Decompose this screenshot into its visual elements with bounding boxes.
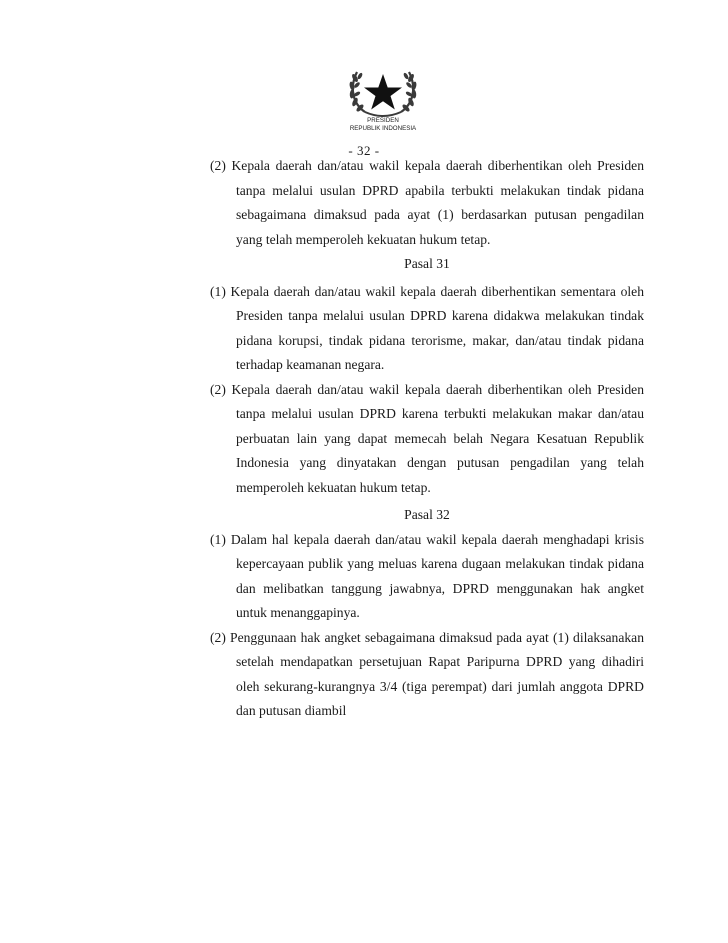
paragraph-p1: (2) Kepala daerah dan/atau wakil kepala daerah diberhentikan oleh Presiden tanpa melalui usulan DPRD apabila terbukti melakukan tindak pidana sebagaimana dimaksud pada ayat (1) berdasarkan putusan pengadilan yang telah memperoleh kekuatan hukum tetap. xyxy=(210,158,644,247)
emblem-line2: REPUBLIK INDONESIA xyxy=(349,125,417,132)
paragraph-p5: (2) Penggunaan hak angket sebagaimana dimaksud pada ayat (1) dilaksanakan setelah mendapatkan persetujuan Rapat Paripurna DPRD yang dihadiri oleh sekurang-kurangnya 3/4 (tiga perempat) dari jumlah anggota DPRD dan putusan diambil xyxy=(210,629,644,718)
paragraph-p2: (1) Kepala daerah dan/atau wakil kepala daerah diberhentikan sementara oleh Presiden tanpa melalui usulan DPRD karena didakwa melakukan tindak pidana korupsi, tindak pidana terorisme, makar, dan/atau tindak pidana terhadap keamanan negara. xyxy=(210,283,644,372)
presiden-emblem xyxy=(335,56,431,138)
document-body xyxy=(210,154,644,724)
pasal-heading-32: Pasal 32 xyxy=(404,507,450,522)
pasal-heading-31: Pasal 31 xyxy=(404,256,450,271)
garuda-star-emblem-icon xyxy=(335,56,431,138)
paragraph-p4: (1) Dalam hal kepala daerah dan/atau wakil kepala daerah menghadapi krisis kepercayaan publik yang meluas karena dugaan melakukan tindak pidana dan melibatkan tanggung jawabnya, DPRD menggunakan hak angket untuk menanggapinya. xyxy=(210,531,644,620)
page-number: - 32 - xyxy=(348,143,380,158)
paragraph-p3: (2) Kepala daerah dan/atau wakil kepala daerah diberhentikan oleh Presiden tanpa melalui usulan DPRD karena terbukti melakukan makar dan/atau perbuatan lain yang dapat memecah belah Negara Kesatuan Republik Indonesia yang dinyatakan dengan putusan pengadilan yang telah memperoleh kekuatan hukum tetap. xyxy=(210,381,644,495)
emblem-line1: PRESIDEN xyxy=(367,117,399,124)
